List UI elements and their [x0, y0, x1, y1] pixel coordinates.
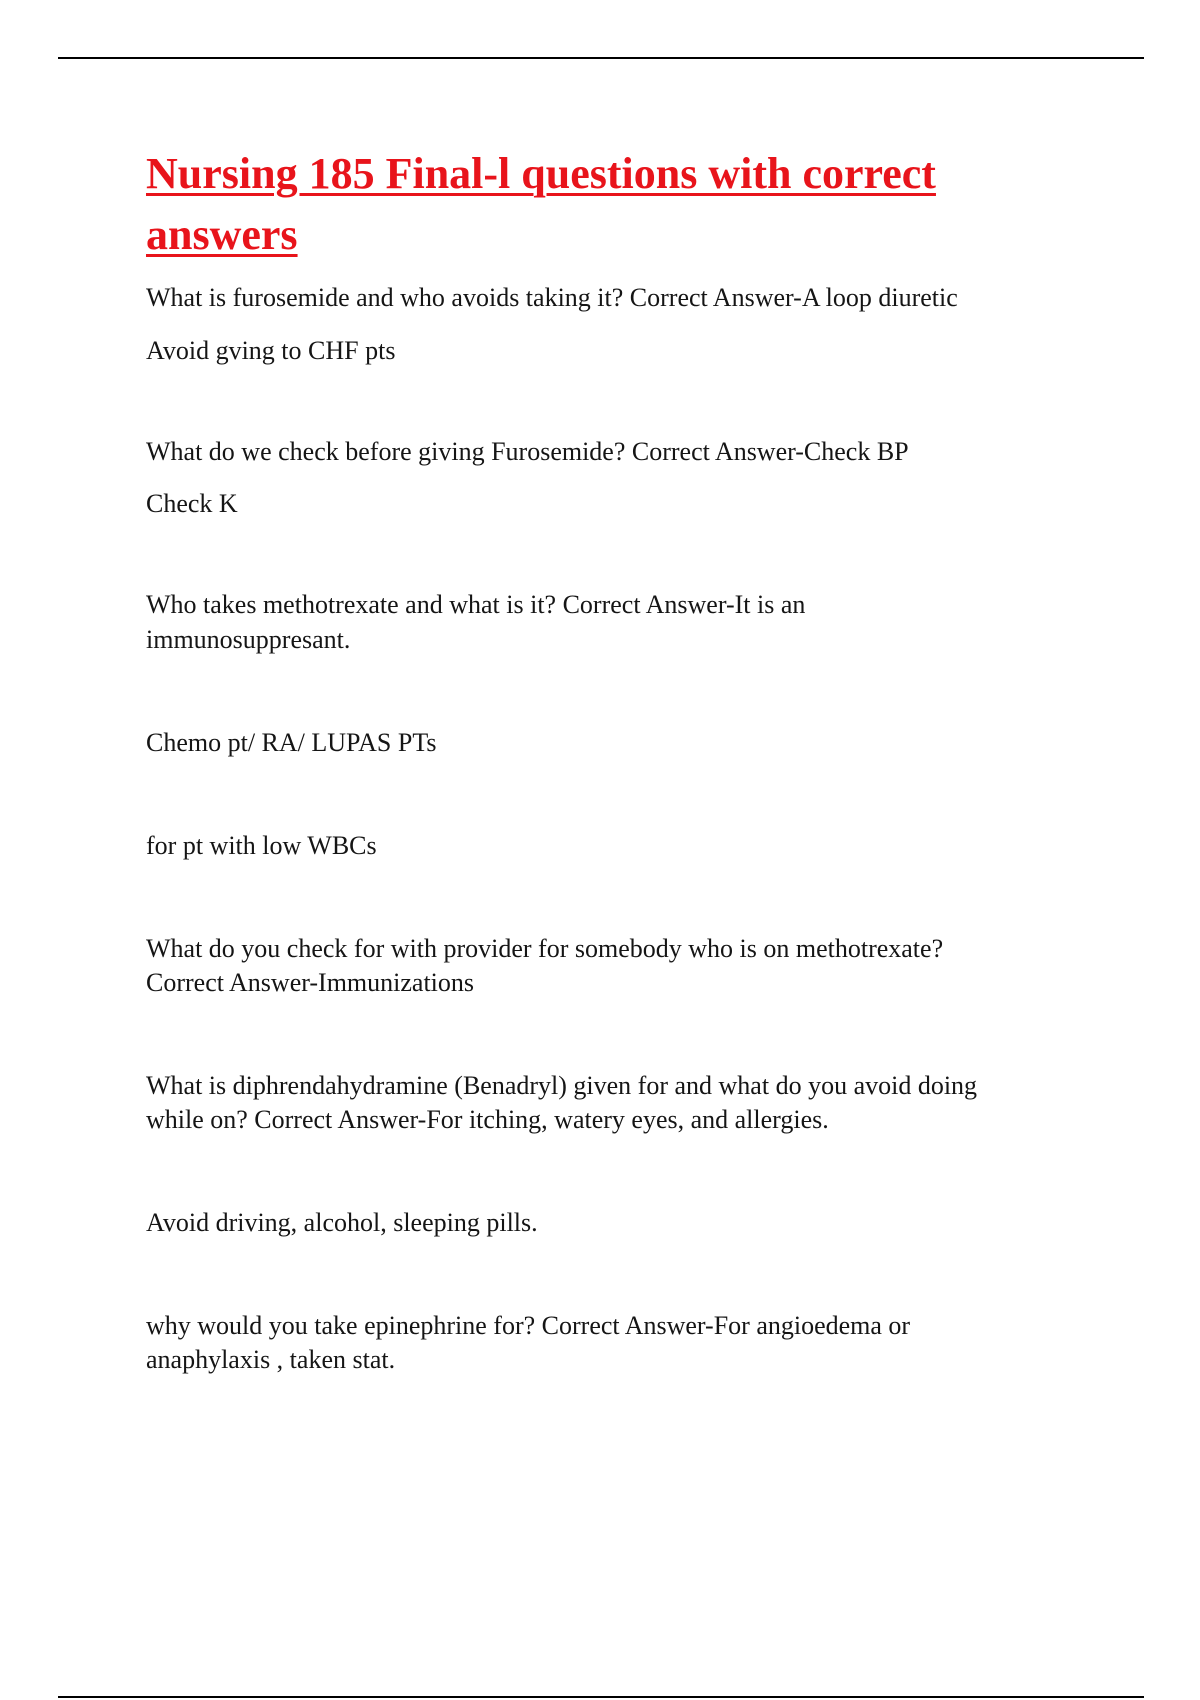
bottom-rule [58, 1696, 1144, 1698]
qa-methotrexate-provider-question: What do you check for with provider for somebody who is on methotrexate? [146, 934, 944, 963]
qa-methotrexate-provider-answer: Correct Answer-Immunizations [146, 968, 475, 997]
qa-epinephrine-question: why would you take epinephrine for? Correct Answer-For angioedema or [146, 1311, 911, 1340]
document-title-line-1: Nursing 185 Final-l questions with correct [146, 149, 936, 198]
top-rule [58, 57, 1144, 59]
qa-epinephrine-question-cont: anaphylaxis , taken stat. [146, 1345, 396, 1374]
qa-methotrexate-note-patients: Chemo pt/ RA/ LUPAS PTs [146, 728, 437, 757]
qa-furosemide-check-answer-cont: Check K [146, 489, 238, 518]
qa-benadryl-question-cont: while on? Correct Answer-For itching, watery eyes, and allergies. [146, 1105, 829, 1134]
qa-furosemide-question: What is furosemide and who avoids taking it? Correct Answer-A loop diuretic [146, 283, 958, 312]
qa-methotrexate-note-wbc: for pt with low WBCs [146, 831, 377, 860]
qa-benadryl-question: What is diphrendahydramine (Benadryl) given for and what do you avoid doing [146, 1071, 978, 1100]
document-title-line-2: answers [146, 210, 298, 259]
qa-methotrexate-question: Who takes methotrexate and what is it? Correct Answer-It is an [146, 590, 806, 619]
qa-benadryl-avoid: Avoid driving, alcohol, sleeping pills. [146, 1208, 538, 1237]
document-title [146, 143, 1066, 265]
qa-furosemide-answer-cont: Avoid gving to CHF pts [146, 336, 396, 365]
qa-methotrexate-question-cont: immunosuppresant. [146, 625, 351, 654]
qa-furosemide-check-question: What do we check before giving Furosemide? Correct Answer-Check BP [146, 437, 909, 466]
